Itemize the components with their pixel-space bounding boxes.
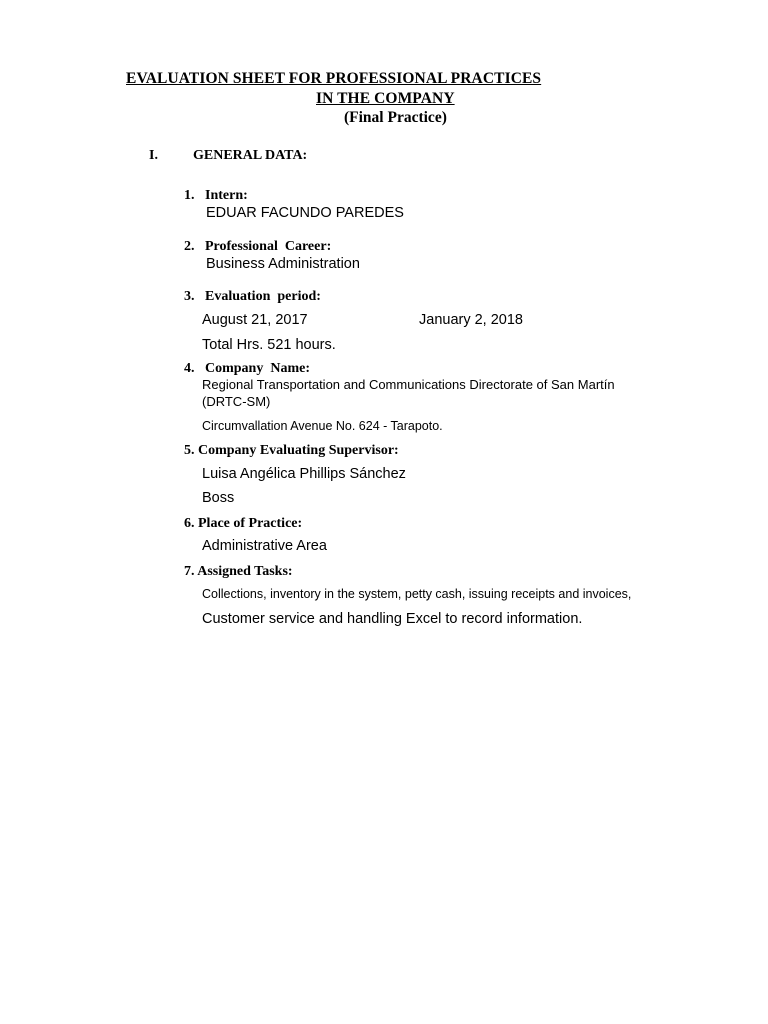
tasks-label: 7. Assigned Tasks: [184,564,293,579]
title-line-2: IN THE COMPANY [316,90,455,107]
period-label: Evaluation period: [205,289,321,304]
place-label: 6. Place of Practice: [184,516,303,531]
career-number: 2. [184,239,195,254]
period-number: 3. [184,289,195,304]
intern-label: Intern: [205,188,248,203]
supervisor-label: 5. Company Evaluating Supervisor: [184,443,399,458]
period-end: January 2, 2018 [419,312,523,328]
company-name-line-1: Regional Transportation and Communications Directorate of San Martín [202,377,615,392]
document-title [126,70,607,88]
career-value: Business Administration [206,256,360,272]
section-numeral: I. [149,148,158,163]
supervisor-role: Boss [202,490,235,506]
company-label: Company Name: [205,361,310,376]
document-subtitle: (Final Practice) [344,109,447,126]
company-address: Circumvallation Avenue No. 624 - Tarapoto. [202,419,443,433]
career-label: Professional Career: [205,239,332,254]
period-total: Total Hrs. 521 hours. [202,337,336,353]
section-heading: GENERAL DATA: [193,148,308,163]
tasks-line-1: Collections, inventory in the system, petty cash, issuing receipts and invoices, [202,587,632,601]
intern-number: 1. [184,188,195,203]
title-line-1: EVALUATION SHEET FOR PROFESSIONAL PRACTICES [126,70,542,87]
company-name-line-2: (DRTC-SM) [202,394,271,409]
company-number: 4. [184,361,195,376]
period-start: August 21, 2017 [202,312,308,328]
title-underline-trail [541,70,607,88]
intern-value: EDUAR FACUNDO PAREDES [206,205,404,221]
place-value: Administrative Area [202,538,327,554]
supervisor-name: Luisa Angélica Phillips Sánchez [202,466,406,482]
tasks-line-2: Customer service and handling Excel to record information. [202,611,583,627]
